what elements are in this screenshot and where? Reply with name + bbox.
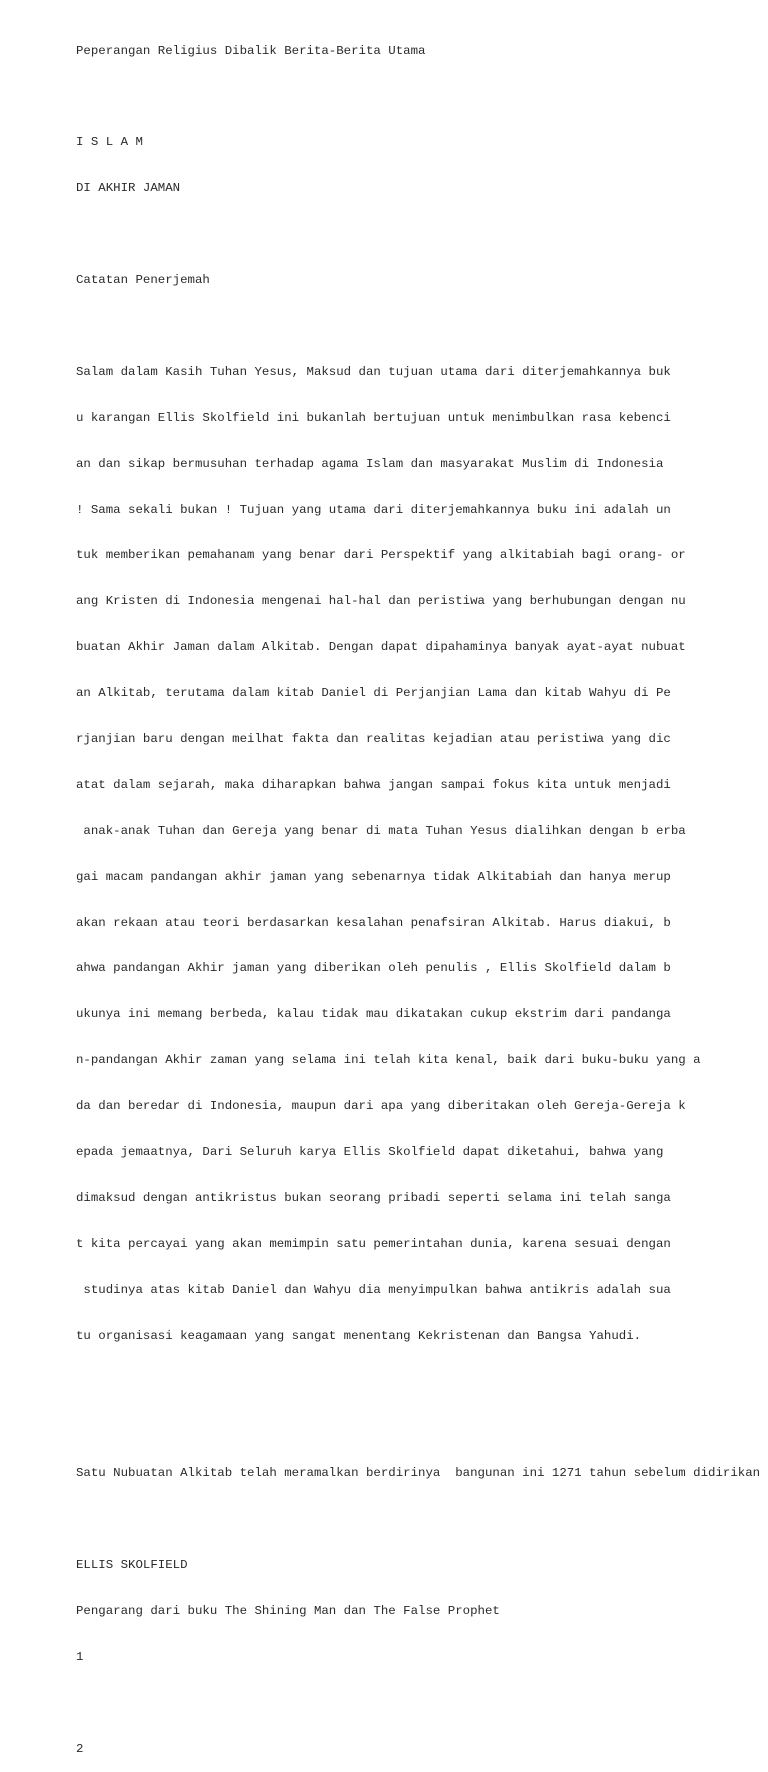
body-line: tuk memberikan pemahanam yang benar dari Perspektif yang alkitabiah bagi orang- or — [76, 548, 686, 563]
section-heading: Catatan Penerjemah — [76, 273, 210, 288]
body-line: da dan beredar di Indonesia, maupun dari apa yang diberitakan oleh Gereja-Gereja k — [76, 1099, 686, 1114]
body-line: ukunya ini memang berbeda, kalau tidak mau dikatakan cukup ekstrim dari pandanga — [76, 1007, 671, 1022]
body-line: ang Kristen di Indonesia mengenai hal-hal dan peristiwa yang berhubungan dengan nu — [76, 594, 686, 609]
body-text — [76, 334, 768, 1374]
body-line: u karangan Ellis Skolfield ini bukanlah bertujuan untuk menimbulkan rasa kebenci — [76, 410, 671, 425]
body-line: an Alkitab, terutama dalam kitab Daniel di Perjanjian Lama dan kitab Wahyu di Pe — [76, 686, 671, 701]
body-line: Salam dalam Kasih Tuhan Yesus, Maksud dan tujuan utama dari diterjemahkannya buk — [76, 364, 671, 379]
blank-line — [76, 1696, 768, 1711]
title-line-2: DI AKHIR JAMAN — [76, 181, 181, 196]
body-line: studinya atas kitab Daniel dan Wahyu dia menyimpulkan bahwa antikris adalah sua — [76, 1282, 671, 1297]
page-number: 2 — [76, 1741, 84, 1756]
body-line: ahwa pandangan Akhir jaman yang diberikan oleh penulis , Ellis Skolfield dalam b — [76, 961, 671, 976]
body-line: anak-anak Tuhan dan Gereja yang benar di mata Tuhan Yesus dialihkan dengan b erba — [76, 823, 686, 838]
body-line: gai macam pandangan akhir jaman yang sebenarnya tidak Alkitabiah dan hanya merup — [76, 869, 671, 884]
blank-line — [76, 89, 768, 104]
page-number: 1 — [76, 1649, 84, 1664]
blank-line — [76, 1420, 768, 1435]
prophecy-line: Satu Nubuatan Alkitab telah meramalkan berdirinya bangunan ini 1271 tahun sebelum didirikan — [76, 1466, 761, 1481]
body-line: tu organisasi keagamaan yang sangat menentang Kekristenan dan Bangsa Yahudi. — [76, 1328, 642, 1343]
body-line: an dan sikap bermusuhan terhadap agama Islam dan masyarakat Muslim di Indonesia — [76, 456, 664, 471]
author-name: ELLIS SKOLFIELD — [76, 1557, 188, 1572]
title-line-1: I S L A M — [76, 135, 143, 150]
document-page — [76, 13, 768, 1772]
body-line: dimaksud dengan antikristus bukan seorang pribadi seperti selama ini telah sanga — [76, 1190, 671, 1205]
body-line: ! Sama sekali bukan ! Tujuan yang utama dari diterjemahkannya buku ini adalah un — [76, 502, 671, 517]
document-header: Peperangan Religius Dibalik Berita-Berita Utama — [76, 43, 426, 58]
body-line: epada jemaatnya, Dari Seluruh karya Ellis Skolfield dapat diketahui, bahwa yang — [76, 1144, 664, 1159]
author-credit: Pengarang dari buku The Shining Man dan The False Prophet — [76, 1603, 500, 1618]
body-line: n-pandangan Akhir zaman yang selama ini telah kita kenal, baik dari buku-buku yang a — [76, 1053, 701, 1068]
blank-line — [76, 1512, 768, 1527]
body-line: t kita percayai yang akan memimpin satu pemerintahan dunia, karena sesuai dengan — [76, 1236, 671, 1251]
body-line: akan rekaan atau teori berdasarkan kesalahan penafsiran Alkitab. Harus diakui, b — [76, 915, 671, 930]
body-line: buatan Akhir Jaman dalam Alkitab. Dengan dapat dipahaminya banyak ayat-ayat nubuat — [76, 640, 686, 655]
body-line: atat dalam sejarah, maka diharapkan bahwa jangan sampai fokus kita untuk menjadi — [76, 777, 671, 792]
blank-line — [76, 227, 768, 242]
body-line: rjanjian baru dengan meilhat fakta dan realitas kejadian atau peristiwa yang dic — [76, 731, 671, 746]
